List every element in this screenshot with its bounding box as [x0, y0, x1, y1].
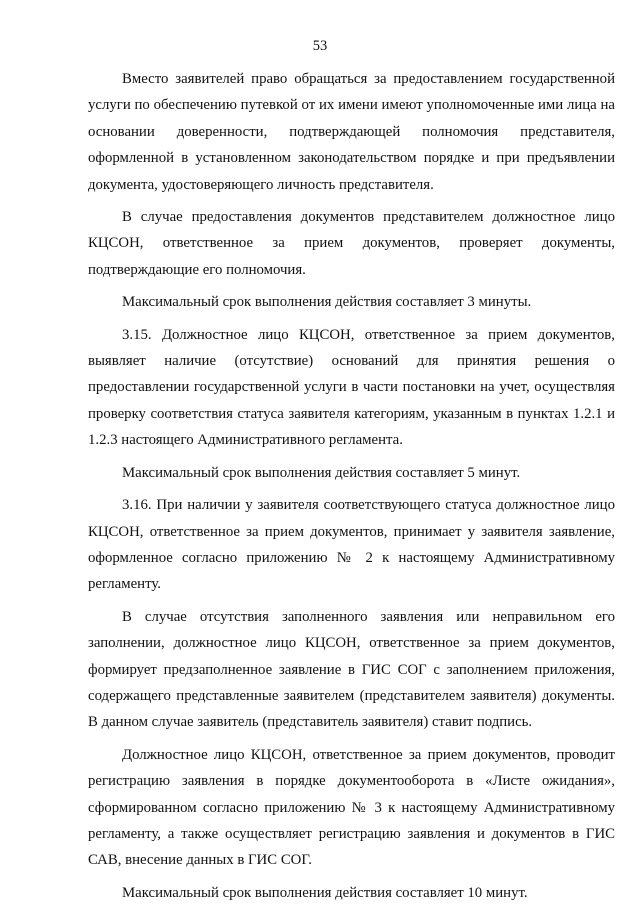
- paragraph-max-time-3-min: Максимальный срок выполнения действия составляет 3 минуты.: [122, 294, 532, 311]
- paragraph-representative-check: В случае предоставления документов представителем должностное лицо КЦСОН, ответственное за прием документов, проверяет документы, подтверждающие его полномочия.: [88, 209, 615, 278]
- paragraph-max-time-10-min: Максимальный срок выполнения действия составляет 10 минут.: [122, 884, 528, 901]
- paragraph-clause-3-16: 3.16. При наличии у заявителя соответствующего статуса должностное лицо КЦСОН, ответственное за прием документов, принимает у заявителя заявление, оформленное согласно приложению № 2 к настоящему Административному регламенту.: [88, 497, 615, 593]
- paragraph-max-time-5-min: Максимальный срок выполнения действия составляет 5 минут.: [122, 464, 521, 481]
- paragraph-clause-3-15: 3.15. Должностное лицо КЦСОН, ответственное за прием документов, выявляет наличие (отсутствие) оснований для принятия решения о предоставлении государственной услуги в части постановки на учет, осуществляя проверку соответствия статуса заявителя категориям, указанным в пунктах 1.2.1 и 1.2.3 настоящего Административного регламента.: [88, 326, 615, 449]
- page-number: 53: [312, 38, 328, 54]
- paragraph-registration: Должностное лицо КЦСОН, ответственное за прием документов, проводит регистрацию заявления в порядке документооборота в «Листе ожидания», сформированном согласно приложению № 3 к настоящему Административному регламенту, а также осуществляет регистрацию заявления и документов в ГИС САВ, внесение данных в ГИС СОГ.: [88, 746, 615, 869]
- paragraph-prefilled-application: В случае отсутствия заполненного заявления или неправильном его заполнении, должностное лицо КЦСОН, ответственное за прием документов, формирует предзаполненное заявление в ГИС СОГ с заполнением приложения, содержащего представленные заявителем (представителем заявителя) документы. В данном случае заявитель (представитель заявителя) ставит подпись.: [88, 608, 615, 731]
- document-body: [88, 66, 615, 912]
- paragraph-representatives: Вместо заявителей право обращаться за предоставлением государственной услуги по обеспечению путевкой от их имени имеют уполномоченные ими лица на основании доверенности, подтверждающей полномочия представителя, оформленной в установленном законодательством порядке и при предъявлении документа, удостоверяющего личность представителя.: [88, 71, 615, 193]
